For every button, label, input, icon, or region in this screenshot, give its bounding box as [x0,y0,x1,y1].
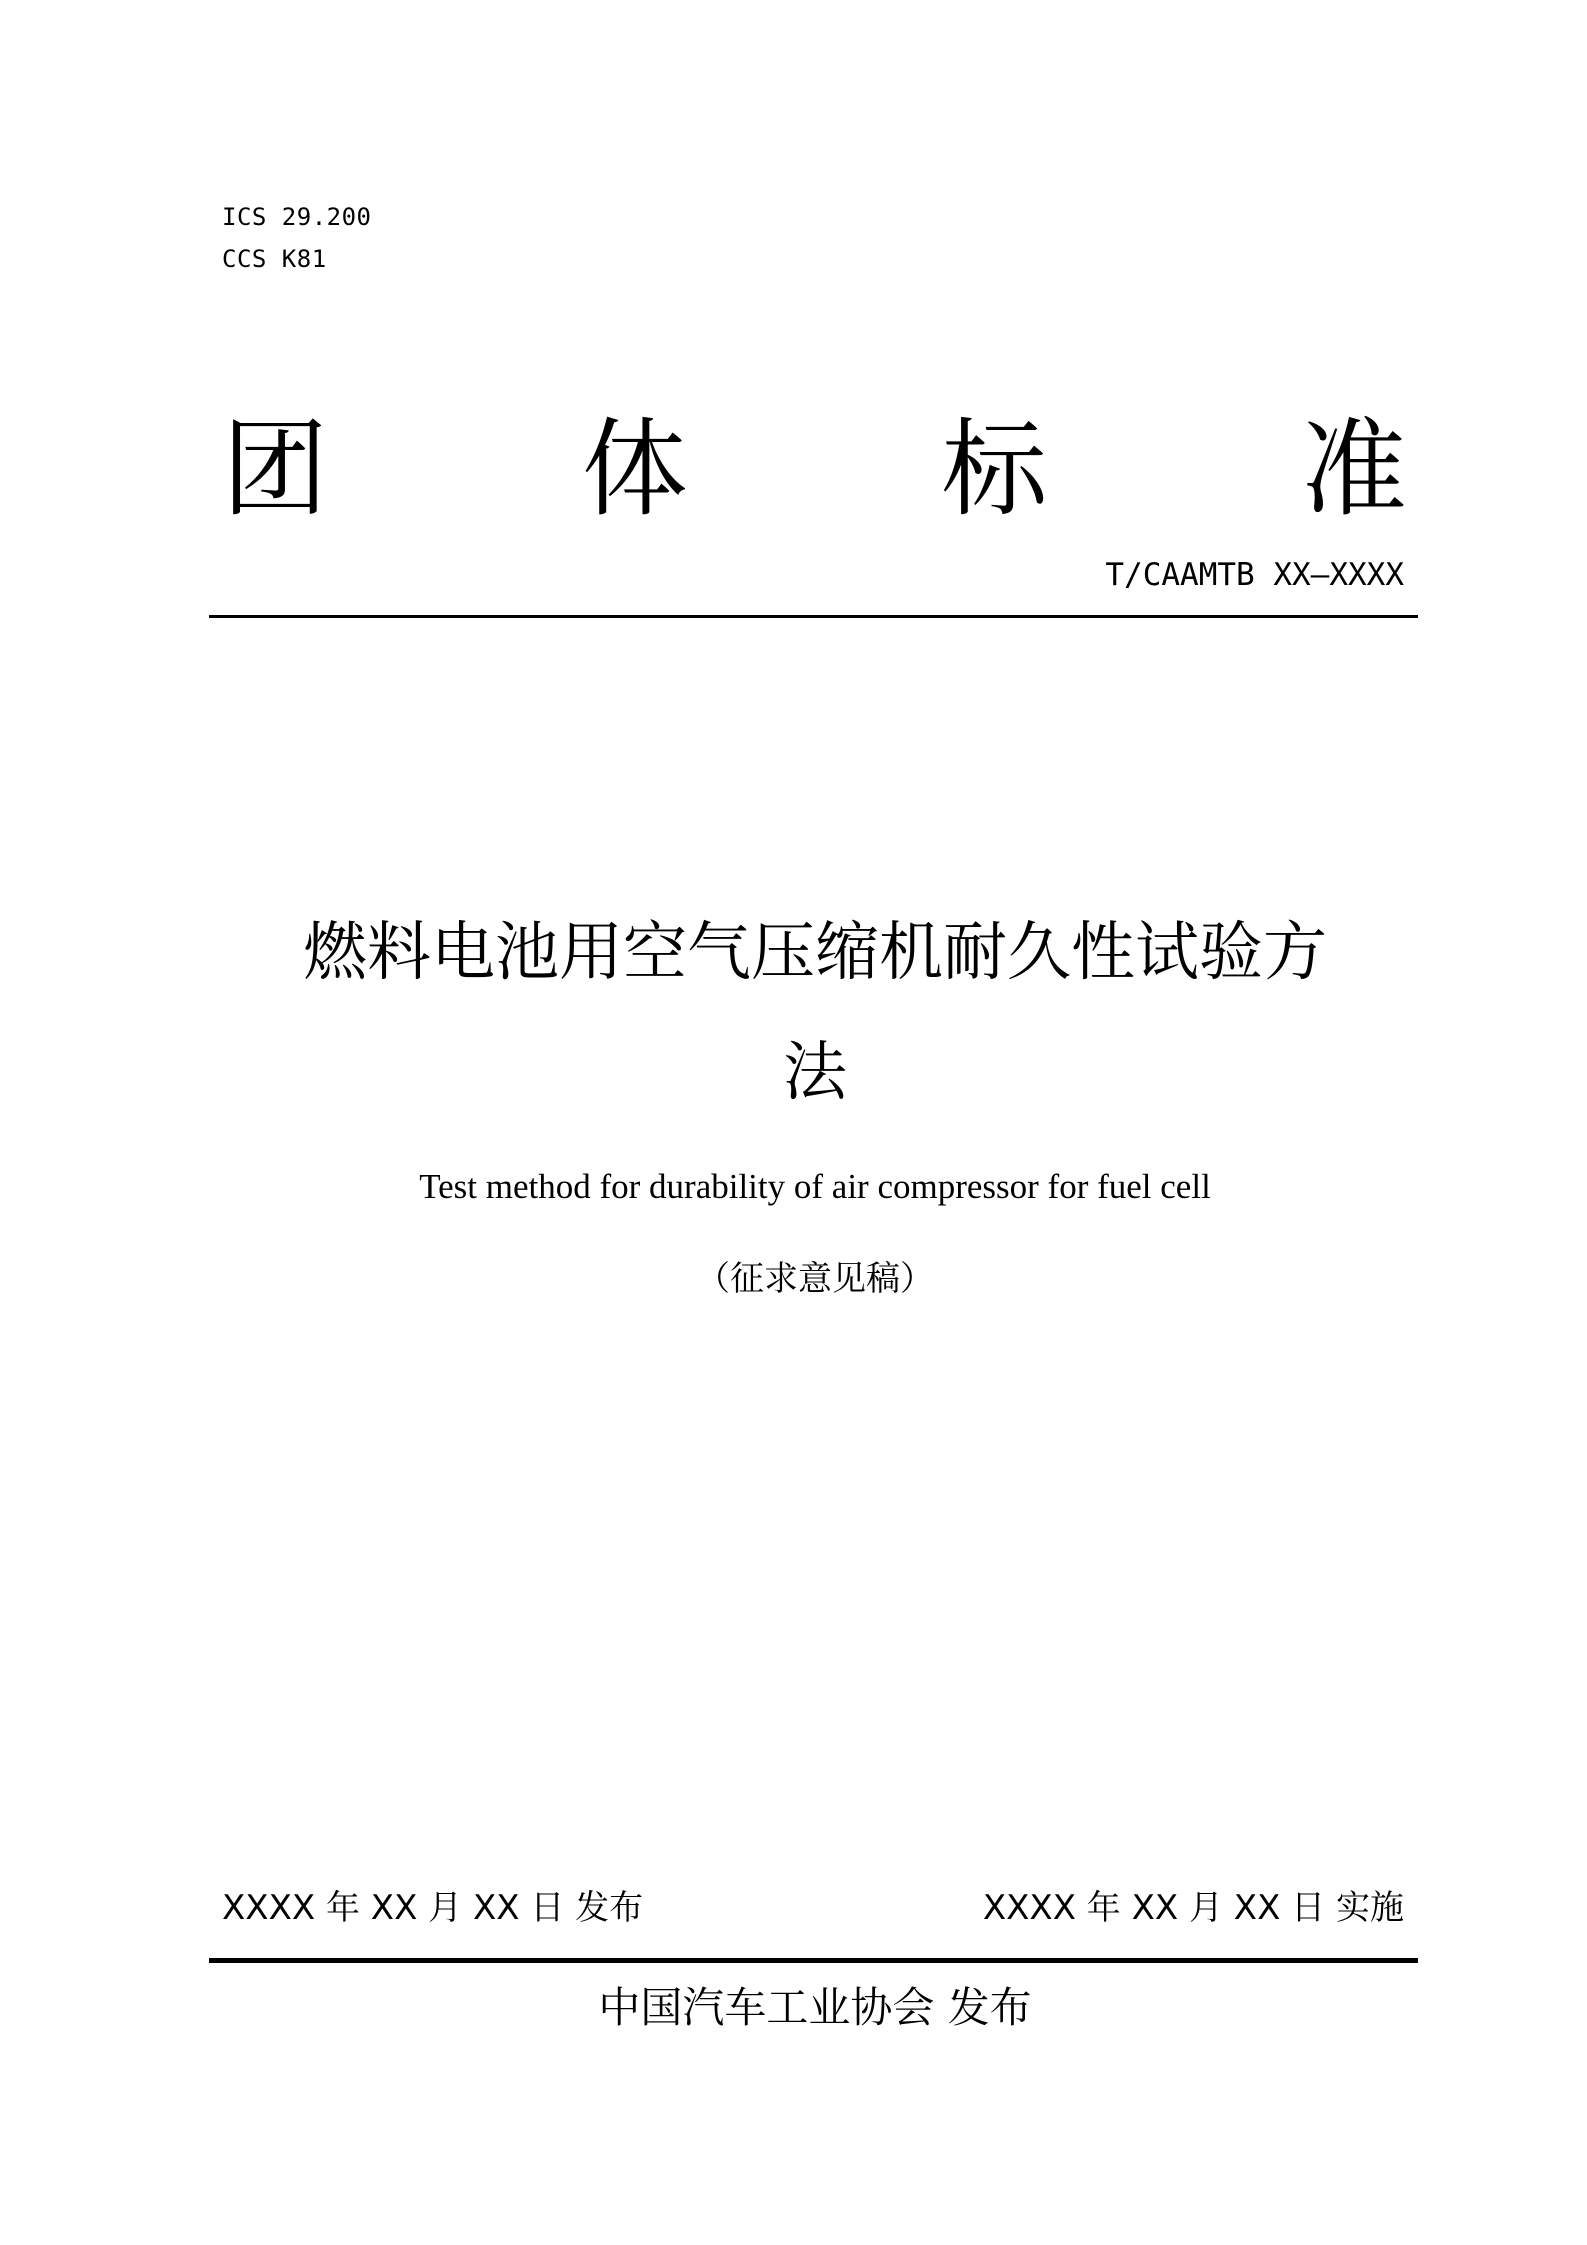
document-title [150,893,1480,1133]
publish-date: XXXX 年 XX 月 XX 日 发布 [222,1888,644,1928]
heading-char-1: 团 [222,408,328,531]
top-divider [209,615,1418,618]
standard-number: T/CAAMTB XX—XXXX [1105,557,1404,593]
bottom-divider [209,1958,1418,1963]
group-standard-heading [222,405,1407,535]
publisher-line: 中国汽车工业协会 发布 [598,1983,1032,2032]
draft-status-label: （征求意见稿） [696,1259,934,1299]
ccs-code: CCS K81 [222,245,327,273]
implement-date: XXXX 年 XX 月 XX 日 实施 [982,1888,1404,1928]
classification-codes [222,196,372,280]
heading-char-4: 准 [1300,408,1407,531]
ics-code: ICS 29.200 [222,203,372,231]
document-title-line-2: 法 [783,1036,847,1110]
document-title-line-1: 燃料电池用空气压缩机耐久性试验方 [303,916,1327,990]
heading-char-2: 体 [581,408,688,531]
heading-char-3: 标 [941,408,1048,531]
english-title: Test method for durability of air compressor for fuel cell [419,1167,1211,1206]
